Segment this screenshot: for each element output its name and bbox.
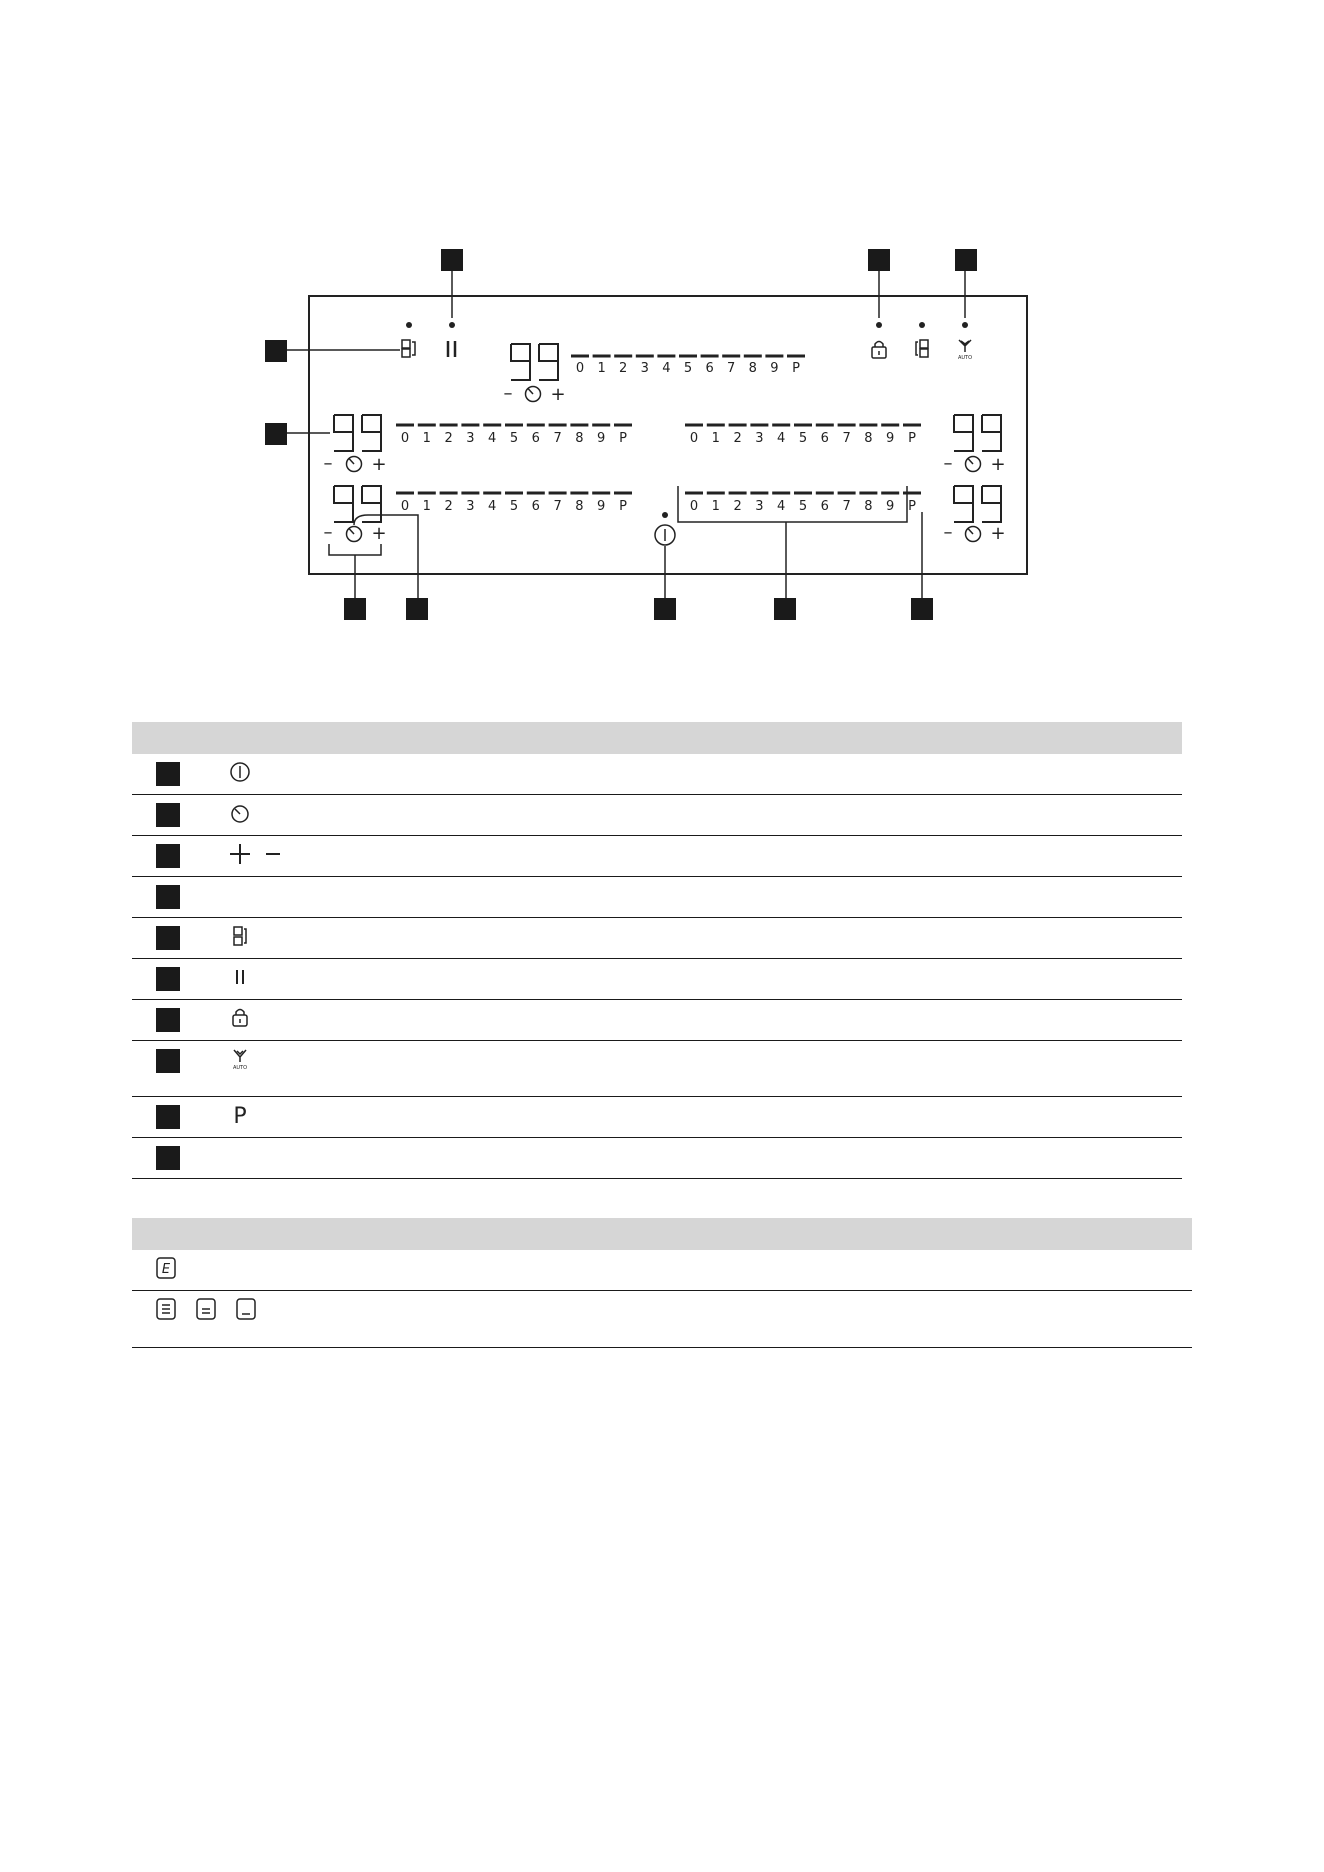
table-row bbox=[132, 754, 1182, 795]
bridge-right-indicator-dot bbox=[919, 322, 925, 328]
step-label: 7 bbox=[842, 431, 851, 446]
step-label: 9 bbox=[770, 361, 779, 376]
svg-text:–: – bbox=[323, 522, 333, 543]
timer-icon[interactable] bbox=[526, 387, 541, 402]
step-label: 2 bbox=[444, 499, 453, 514]
right-rear-display bbox=[954, 486, 1001, 522]
callout-marker bbox=[156, 1049, 180, 1073]
timer-plus-label[interactable]: + bbox=[550, 384, 566, 405]
step-label: P bbox=[619, 431, 627, 446]
step-label: 7 bbox=[553, 431, 562, 446]
step-label: 8 bbox=[864, 499, 873, 514]
left-front-step-scale[interactable] bbox=[396, 425, 632, 446]
right-front-display bbox=[954, 415, 1001, 451]
svg-text:–: – bbox=[943, 522, 953, 543]
step-label: 0 bbox=[400, 431, 410, 446]
step-label: 4 bbox=[488, 499, 497, 514]
step-label: 5 bbox=[683, 361, 693, 376]
svg-text:E: E bbox=[161, 1262, 171, 1277]
power-icon bbox=[228, 760, 288, 788]
callout-marker bbox=[156, 885, 180, 909]
lock-icon bbox=[228, 1006, 288, 1034]
step-label: 1 bbox=[597, 361, 606, 376]
step-label: 2 bbox=[733, 431, 742, 446]
step-label: 1 bbox=[711, 499, 720, 514]
callout-marker bbox=[156, 803, 180, 827]
step-label: 7 bbox=[553, 499, 562, 514]
svg-text:–: – bbox=[943, 453, 953, 474]
step-label: 9 bbox=[597, 431, 606, 446]
step-label: 4 bbox=[777, 431, 786, 446]
power-indicator-dot bbox=[662, 512, 668, 518]
step-label: 9 bbox=[886, 431, 895, 446]
indicators-table-header bbox=[132, 1218, 1192, 1250]
left-rear-step-scale[interactable] bbox=[396, 493, 632, 514]
step-label: 8 bbox=[864, 431, 873, 446]
timer-icon[interactable] bbox=[347, 527, 362, 542]
indicators-table bbox=[132, 1218, 1192, 1348]
timer-icon[interactable] bbox=[966, 527, 981, 542]
step-label: 3 bbox=[466, 499, 475, 514]
svg-text:AUTO: AUTO bbox=[232, 1065, 248, 1071]
step-label: 5 bbox=[798, 431, 808, 446]
step-label: 8 bbox=[748, 361, 757, 376]
step-label: 7 bbox=[842, 499, 851, 514]
table-row bbox=[132, 1041, 1182, 1097]
step-label: 8 bbox=[575, 499, 584, 514]
hob2hood-auto-icon bbox=[228, 1047, 288, 1075]
bridge-icon bbox=[228, 924, 288, 952]
table-row bbox=[132, 795, 1182, 836]
table-row bbox=[132, 1097, 1182, 1138]
bridge-right-icon[interactable] bbox=[916, 340, 928, 357]
step-label: 2 bbox=[619, 361, 628, 376]
timer-minus-label[interactable]: – bbox=[503, 383, 513, 404]
step-label: 5 bbox=[509, 431, 519, 446]
step-label: P bbox=[908, 431, 916, 446]
timer-icon[interactable] bbox=[347, 457, 362, 472]
table-row bbox=[132, 1291, 1192, 1348]
power-icon[interactable] bbox=[655, 525, 675, 545]
step-label: 6 bbox=[531, 431, 540, 446]
table-row bbox=[132, 1000, 1182, 1041]
bridge-indicator-dot bbox=[406, 322, 412, 328]
svg-text:P: P bbox=[233, 1104, 247, 1129]
callout-marker bbox=[156, 967, 180, 991]
pause-indicator-dot bbox=[449, 322, 455, 328]
table-row bbox=[132, 836, 1182, 877]
step-label: 7 bbox=[727, 361, 736, 376]
step-label: 4 bbox=[777, 499, 786, 514]
step-label: 1 bbox=[422, 499, 431, 514]
left-front-display bbox=[334, 415, 381, 451]
step-label: 3 bbox=[755, 431, 764, 446]
timer-bracket bbox=[329, 544, 381, 555]
right-front-step-scale[interactable] bbox=[685, 425, 921, 446]
plus-minus-icon bbox=[228, 842, 288, 870]
hob2hood-indicator-dot bbox=[962, 322, 968, 328]
left-rear-timer-controls[interactable] bbox=[324, 522, 387, 544]
step-label: 6 bbox=[820, 431, 829, 446]
controls-table bbox=[132, 722, 1182, 1179]
step-label: 2 bbox=[444, 431, 453, 446]
svg-text:+: + bbox=[371, 454, 387, 475]
callout-marker bbox=[156, 762, 180, 786]
step-label: 1 bbox=[711, 431, 720, 446]
svg-text:+: + bbox=[990, 454, 1006, 475]
residual-heat-icons bbox=[154, 1297, 214, 1325]
timer-icon bbox=[228, 801, 288, 829]
controls-table-header bbox=[132, 722, 1182, 754]
bridge-icon[interactable] bbox=[402, 340, 415, 357]
table-row bbox=[132, 877, 1182, 918]
svg-text:+: + bbox=[990, 523, 1006, 544]
power-boost-icon bbox=[228, 1103, 288, 1131]
right-rear-timer-controls[interactable] bbox=[944, 522, 1006, 544]
top-zone-step-scale[interactable] bbox=[571, 356, 805, 376]
step-label: 6 bbox=[531, 499, 540, 514]
callout-marker bbox=[156, 1105, 180, 1129]
panel-frame bbox=[309, 296, 1027, 574]
callout-marker bbox=[156, 926, 180, 950]
callout-marker bbox=[156, 1008, 180, 1032]
step-label: 4 bbox=[488, 431, 497, 446]
lock-indicator-dot bbox=[876, 322, 882, 328]
error-e-icon bbox=[154, 1256, 214, 1284]
step-label: 3 bbox=[640, 361, 649, 376]
callout-marker bbox=[156, 844, 180, 868]
step-label: P bbox=[792, 361, 800, 376]
step-label: P bbox=[619, 499, 627, 514]
step-label: 0 bbox=[575, 361, 585, 376]
right-rear-step-scale[interactable] bbox=[685, 493, 921, 514]
step-label: 9 bbox=[886, 499, 895, 514]
step-label: 6 bbox=[705, 361, 714, 376]
right-front-timer-controls[interactable] bbox=[944, 453, 1006, 475]
callout-marker bbox=[156, 1146, 180, 1170]
step-label: P bbox=[908, 499, 916, 514]
step-label: 6 bbox=[820, 499, 829, 514]
pause-icon bbox=[228, 965, 288, 993]
left-front-timer-controls[interactable] bbox=[324, 453, 387, 475]
svg-text:–: – bbox=[323, 453, 333, 474]
step-label: 0 bbox=[689, 499, 699, 514]
table-row bbox=[132, 959, 1182, 1000]
step-label: 2 bbox=[733, 499, 742, 514]
step-label: 4 bbox=[662, 361, 671, 376]
step-label: 5 bbox=[798, 499, 808, 514]
step-label: 9 bbox=[597, 499, 606, 514]
top-zone-display bbox=[511, 344, 558, 380]
control-panel-diagram bbox=[0, 0, 1324, 640]
step-label: 1 bbox=[422, 431, 431, 446]
step-label: 8 bbox=[575, 431, 584, 446]
step-label: 3 bbox=[466, 431, 475, 446]
step-label: 0 bbox=[400, 499, 410, 514]
hob2hood-auto-icon[interactable] bbox=[958, 340, 972, 361]
svg-text:+: + bbox=[371, 523, 387, 544]
lock-icon[interactable] bbox=[872, 342, 886, 359]
step-label: 5 bbox=[509, 499, 519, 514]
step-label: 0 bbox=[689, 431, 699, 446]
pause-icon[interactable] bbox=[448, 341, 455, 357]
table-row bbox=[132, 1250, 1192, 1291]
table-row bbox=[132, 1138, 1182, 1179]
top-zone-timer-controls[interactable] bbox=[504, 383, 566, 405]
table-row bbox=[132, 918, 1182, 959]
svg-text:AUTO: AUTO bbox=[957, 355, 973, 361]
step-label: 3 bbox=[755, 499, 764, 514]
timer-icon[interactable] bbox=[966, 457, 981, 472]
